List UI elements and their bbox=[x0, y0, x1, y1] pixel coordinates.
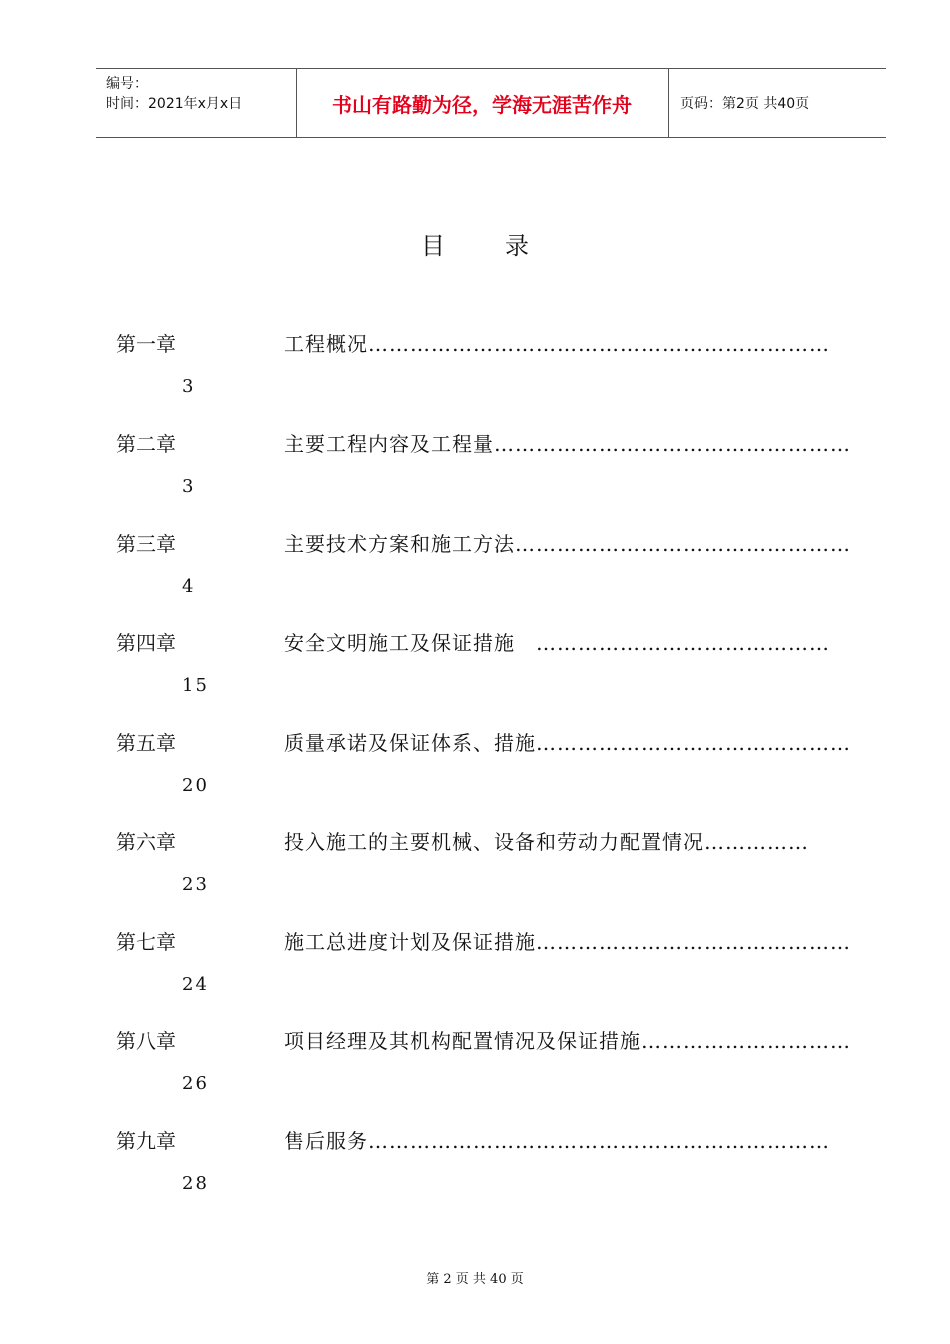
toc-entry-title: 售后服务………………………………………………………… bbox=[284, 1129, 830, 1153]
toc-page-number: 23 bbox=[182, 874, 209, 895]
toc-chapter-label: 第四章 bbox=[116, 631, 176, 655]
toc-entry[interactable] bbox=[0, 627, 950, 727]
toc-page-number: 3 bbox=[182, 376, 196, 397]
toc-entry-title: 主要工程内容及工程量…………………………………………… bbox=[284, 432, 851, 456]
toc-entry-title: 施工总进度计划及保证措施……………………………………… bbox=[284, 930, 851, 954]
toc-entry[interactable] bbox=[0, 328, 950, 428]
toc-entry-title: 工程概况………………………………………………………… bbox=[284, 332, 830, 356]
toc-entry[interactable] bbox=[0, 826, 950, 926]
toc-page-number: 24 bbox=[182, 974, 209, 995]
toc-page-number: 20 bbox=[182, 775, 209, 796]
toc-page-number: 3 bbox=[182, 476, 196, 497]
toc-chapter-label: 第二章 bbox=[116, 432, 176, 456]
toc-chapter-label: 第三章 bbox=[116, 532, 176, 556]
toc-entry-title: 安全文明施工及保证措施 …………………………………… bbox=[284, 631, 830, 655]
toc-entry[interactable] bbox=[0, 1125, 950, 1225]
toc-entry[interactable] bbox=[0, 926, 950, 1026]
toc-entry-title: 主要技术方案和施工方法………………………………………… bbox=[284, 532, 851, 556]
doc-time-label: 时间：2021年x月x日 bbox=[106, 96, 243, 112]
page-footer: 第 2 页 共 40 页 bbox=[426, 1272, 524, 1287]
toc-chapter-label: 第一章 bbox=[116, 332, 176, 356]
toc-page-number: 4 bbox=[182, 576, 196, 597]
toc-page-number: 26 bbox=[182, 1073, 209, 1094]
toc-chapter-label: 第九章 bbox=[116, 1129, 176, 1153]
toc-page-number: 15 bbox=[182, 675, 209, 696]
doc-number-label: 编号： bbox=[106, 76, 148, 92]
header-page-info: 页码：第2页 共40页 bbox=[680, 96, 810, 112]
toc-entry[interactable] bbox=[0, 727, 950, 827]
toc-entry-title: 项目经理及其机构配置情况及保证措施………………………… bbox=[284, 1029, 851, 1053]
toc-entry[interactable] bbox=[0, 528, 950, 628]
toc-chapter-label: 第八章 bbox=[116, 1029, 176, 1053]
toc-title: 目录 bbox=[421, 232, 589, 260]
toc-entry-title: 质量承诺及保证体系、措施……………………………………… bbox=[284, 731, 851, 755]
page-header bbox=[96, 68, 886, 138]
toc-page-number: 28 bbox=[182, 1173, 209, 1194]
header-motto: 书山有路勤为径，学海无涯苦作舟 bbox=[296, 69, 669, 137]
toc-entry[interactable] bbox=[0, 1025, 950, 1125]
header-meta-cell bbox=[96, 69, 297, 137]
toc-chapter-label: 第五章 bbox=[116, 731, 176, 755]
toc-chapter-label: 第六章 bbox=[116, 830, 176, 854]
toc-chapter-label: 第七章 bbox=[116, 930, 176, 954]
toc-entry-title: 投入施工的主要机械、设备和劳动力配置情况…………… bbox=[284, 830, 809, 854]
toc-entry[interactable] bbox=[0, 428, 950, 528]
